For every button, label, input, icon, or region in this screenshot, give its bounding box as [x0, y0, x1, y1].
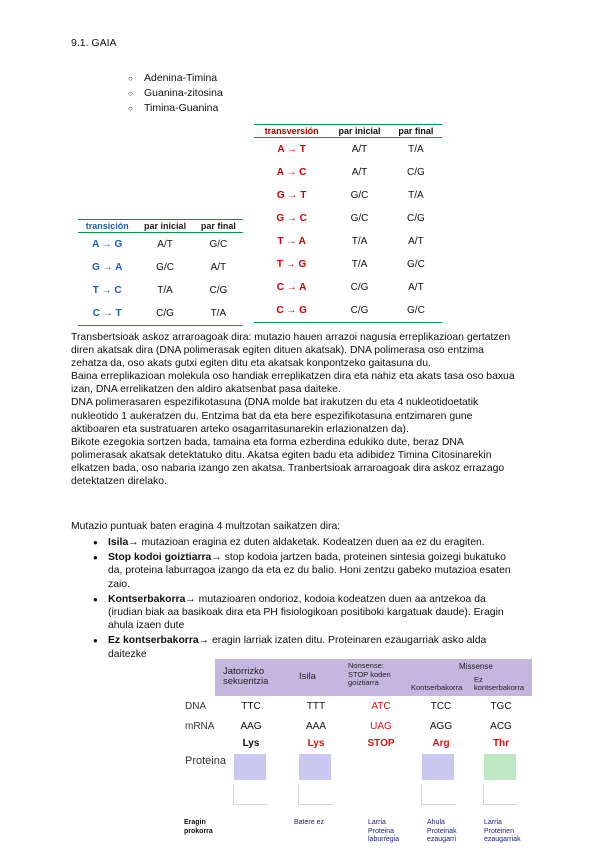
table-cell: A → G — [92, 239, 123, 250]
header-missense: Missense — [459, 662, 493, 671]
row-label-protein: Proteina — [185, 755, 226, 767]
effects-intro: Mutazio puntuak baten eragina 4 multzotan saikatzen dira: — [71, 521, 341, 532]
paragraph: Transbertsioak askoz arraroagoak dira: mutazio hauen arrazoi nagusia erreplikazioan gertatzen diren akatsak dira (DNA polimerasak egiten dituen akatsak). DNA polimerasa oso entzima zehatza da, oso akats gutxi egiten ditu eta akatsak konpontzeko gaitasuna du. — [71, 332, 511, 370]
table-cell: T/A — [408, 190, 424, 201]
table-cell: G/C — [209, 239, 228, 250]
table-cell: C → G — [276, 305, 307, 316]
table-header: par inicial — [338, 126, 381, 136]
residue-box — [422, 754, 454, 780]
table-cell: G/C — [350, 213, 369, 224]
table-cell: T → C — [92, 285, 122, 296]
table-row — [78, 302, 243, 326]
table-cell: A/T — [157, 239, 173, 250]
dna-codon: TTT — [306, 701, 326, 712]
table-row — [254, 138, 442, 162]
mrna-codon: UAG — [370, 721, 392, 732]
table-cell: G/C — [156, 262, 174, 273]
dna-codon: TGC — [490, 701, 512, 712]
table-cell: C/G — [407, 213, 425, 224]
table-row — [254, 207, 442, 230]
mrna-codon: AAG — [240, 721, 262, 732]
effect-text: → stop kodoia jartzen bada, proteinen sintesia goizegi bukatuko da, proteina laburragoa izango da eta ez du balio. Honi zentzu gabeko mutazioa esaten zaio. — [108, 552, 511, 590]
table-cell: T → G — [276, 259, 307, 270]
dna-codon: TCC — [430, 701, 452, 712]
footer-label: Eragin prokorra — [184, 819, 213, 835]
table-cell: T/A — [351, 236, 368, 247]
table-cell: A/T — [408, 282, 424, 293]
residue-box — [234, 754, 266, 780]
amino-acid: Lys — [307, 738, 325, 749]
table-cell: T/A — [408, 144, 424, 155]
amino-acid: STOP — [367, 738, 395, 749]
residue-box — [299, 754, 331, 780]
footer-effect: Batere ez — [294, 819, 324, 826]
dna-codon: TTC — [241, 701, 261, 712]
list-item: ○ Timina-Guanina — [128, 101, 223, 116]
table-cell: T/A — [157, 285, 173, 296]
header-conservative: Kontserbakorra — [411, 683, 463, 692]
table-cell: T/A — [351, 259, 368, 270]
table-header: par final — [200, 221, 236, 231]
list-item — [92, 593, 522, 633]
table-cell: C → T — [92, 308, 122, 319]
table-cell: G → T — [276, 190, 307, 201]
list-item: ○ Guanina-zitosina — [128, 86, 223, 101]
table-cell: A/T — [210, 262, 227, 273]
effect-term: Kontserbakorra — [108, 593, 186, 605]
list-item: ○ Adenina-Timina — [128, 71, 223, 86]
dna-codon: ATC — [371, 701, 391, 712]
table-cell: A → C — [276, 167, 307, 178]
base-pair-list — [128, 71, 223, 116]
residue-box — [484, 754, 516, 780]
effects-list — [92, 536, 522, 663]
footer-effect: Larria Proteinen ezaugarriak — [484, 819, 521, 843]
table-header: transición — [85, 221, 129, 231]
paragraph: Baina erreplikazioan molekula oso handiak erreplikatzen dira eta nahiz eta akats tasa oso baxua izan, DNA errelikatzen den aldiro akatsenbat pasa daiteke. — [71, 371, 515, 396]
amino-acid: Lys — [242, 738, 260, 749]
mutation-figure — [181, 659, 532, 848]
table-header: transversión — [264, 126, 319, 136]
list-item — [92, 536, 522, 549]
table-cell: G/C — [407, 305, 425, 316]
molecule-sketch — [421, 784, 456, 805]
table-row — [78, 256, 243, 279]
table-cell: G/C — [350, 190, 369, 201]
list-item — [92, 551, 522, 591]
effect-term: Stop kodoi goiztiarra — [108, 552, 212, 564]
paragraph: Bikote ezegokia sortzen bada, tamaina eta forma ezberdina edukiko dute, beraz DNA polimerasak akatsak detektatuko ditu. Akatsa egiten badu eta adibidez Timina Citosinarekin elkatzen bada, oso nabaria izango zen akatsa. Tranbertsioak arraroagoak dira askoz errazago detektatzen direlako. — [71, 436, 505, 488]
effect-text: → mutazioaren ondorioz, kodoia kodeatzen duen aa antzekoa da (irudian biak aa basikoak dira eta PH fisiologikoan positiboki kargatuak daude). Eragin ahula izaen dute — [108, 593, 504, 632]
effect-term: Isila — [108, 537, 129, 548]
header-nonconservative: Ez kontserbakorra — [474, 675, 525, 692]
mrna-codon: AAA — [305, 721, 326, 732]
list-item — [92, 634, 522, 660]
table-cell: A/T — [351, 167, 368, 178]
transversion-table — [254, 124, 442, 323]
table-header: par inicial — [144, 221, 187, 231]
amino-acid: Thr — [492, 738, 510, 749]
table-row — [254, 276, 442, 299]
table-row — [78, 233, 243, 257]
table-cell: C/G — [407, 167, 425, 178]
table-cell: G/C — [407, 259, 425, 270]
table-cell: A/T — [408, 236, 424, 247]
footer-effect: Ahula Proteinak ezaugarri — [427, 819, 457, 843]
table-row — [254, 230, 442, 253]
table-row — [78, 279, 243, 302]
paragraph: DNA polimerasaren espezifikotasuna (DNA molde bat irakutzen du eta 4 nukleotidoetatik nukleotido 1 aukeratzen du. Entzima bat da eta bere espezifikotasuna entzimaren gune aktiboaren eta sustratuaren arteko osagarritasunarekin erlazionatzen da). — [71, 397, 479, 435]
table-cell: G → A — [92, 262, 123, 273]
table-header: par final — [398, 126, 434, 136]
table-cell: C/G — [350, 305, 369, 316]
effect-text: → mutazioan eragina ez duten aldaketak. Kodeatzen duen aa ez du eragiten. — [128, 537, 485, 548]
explanation-text — [71, 331, 521, 488]
table-row — [254, 184, 442, 207]
effect-term: Ez kontserbakorra — [108, 635, 199, 647]
table-cell: T/A — [210, 308, 227, 319]
header-nonsense: Nonsense: STOP koden goiztiarra — [348, 661, 391, 687]
effect-text: → eragin larriak izaten ditu. Proteinaren ezaugarriak asko alda daitezke — [108, 635, 487, 660]
table-cell: T → A — [277, 236, 306, 247]
table-cell: C/G — [209, 285, 228, 296]
mrna-codon: ACG — [490, 721, 512, 732]
table-row — [254, 253, 442, 276]
mrna-codon: AGG — [429, 721, 453, 732]
transition-table — [78, 219, 243, 326]
molecule-sketch — [233, 784, 268, 805]
table-row — [254, 161, 442, 184]
section-title: 9.1. GAIA — [71, 37, 117, 49]
table-row — [254, 299, 442, 323]
molecule-sketch — [483, 784, 518, 805]
amino-acid: Arg — [432, 738, 450, 749]
header-original: Jatorrizko sekuentzia — [223, 666, 269, 687]
molecule-sketch — [298, 784, 333, 805]
header-silent: Isila — [299, 671, 316, 682]
table-cell: G → C — [276, 213, 307, 224]
row-label-dna: DNA — [185, 701, 207, 712]
table-cell: C → A — [276, 282, 307, 293]
table-cell: C/G — [350, 282, 369, 293]
table-cell: A → T — [277, 144, 306, 155]
footer-effect: Larria Proteina laburregia — [368, 819, 400, 843]
table-cell: C/G — [156, 308, 174, 319]
row-label-mrna: mRNA — [185, 721, 215, 732]
table-cell: A/T — [351, 144, 368, 155]
